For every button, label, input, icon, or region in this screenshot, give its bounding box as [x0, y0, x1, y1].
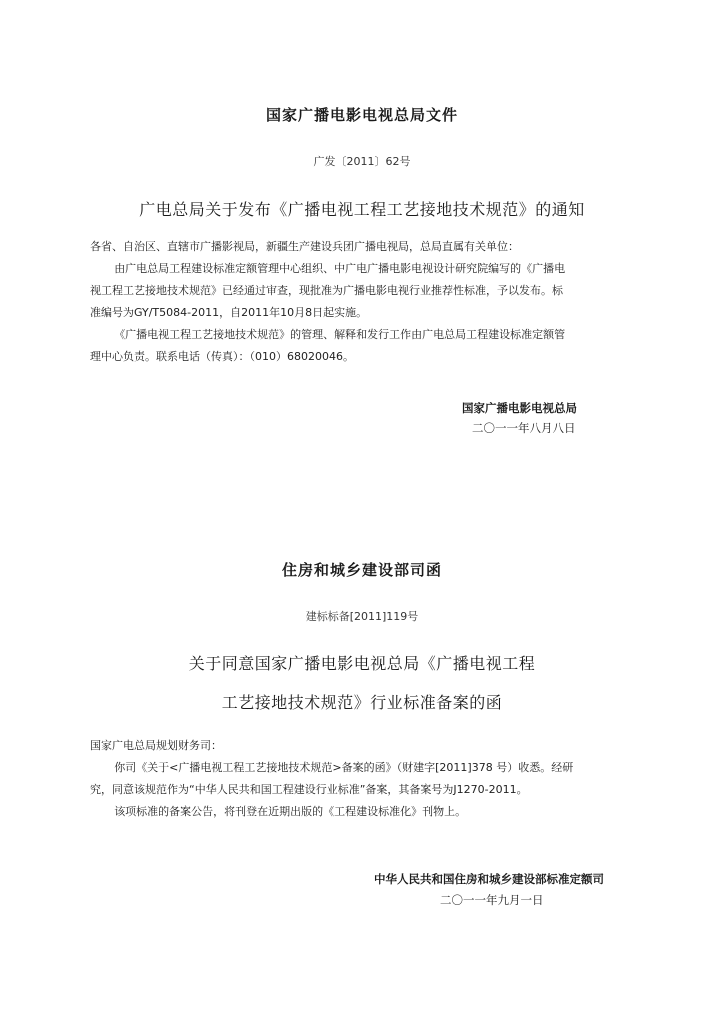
doc2-body [90, 735, 640, 823]
doc2-date: 二〇一一年九月一日 [440, 893, 544, 907]
doc1-title: 国家广播电影电视总局文件 [265, 106, 458, 124]
doc1-para2-line: 《广播电视工程工艺接地技术规范》的管理、解释和发行工作由广电总局工程建设标准定额管 [114, 328, 566, 341]
doc2-title-line2: 工艺接地技术规范》行业标准备案的函 [221, 693, 503, 712]
doc2-number: 建标标备[2011]119号 [305, 610, 419, 623]
doc1-signature: 国家广播电影电视总局 [462, 401, 577, 415]
doc1-addressee: 各省、自治区、直辖市广播影视局，新疆生产建设兵团广播电视局，总局直属有关单位： [90, 240, 519, 253]
doc1-notice-title: 广电总局关于发布《广播电视工程工艺接地技术规范》的通知 [139, 200, 585, 219]
doc2-para1-line: 你司《关于<广播电视工程工艺接地技术规范>备案的函》（财建字[2011]378 号）收悉。经研 [114, 761, 574, 774]
doc2-title: 住房和城乡建设部司函 [281, 561, 442, 579]
doc1-para1-line: 视工程工艺接地技术规范》已经通过审查，现批准为广播电影电视行业推荐性标准，予以发布。标 [90, 284, 563, 297]
doc2-title-line1: 关于同意国家广播电影电视总局《广播电视工程 [188, 654, 536, 673]
doc1-body [90, 236, 640, 368]
doc2-addressee: 国家广电总局规划财务司： [90, 739, 222, 752]
doc1-para1-line: 准编号为GY/T5084-2011，自2011年10月8日起实施。 [90, 306, 368, 319]
doc2-para1-line: 究，同意该规范作为“中华人民共和国工程建设行业标准”备案，其备案号为J1270-2011。 [90, 783, 528, 796]
doc1-para2-line: 理中心负责。联系电话（传真）：（010）68020046。 [90, 350, 354, 363]
doc1-para1-line: 由广电总局工程建设标准定额管理中心组织、中广电广播电影电视设计研究院编写的《广播电 [114, 262, 566, 275]
doc2-signature: 中华人民共和国住房和城乡建设部标准定额司 [374, 872, 604, 886]
doc1-date: 二〇一一年八月八日 [472, 421, 576, 435]
doc1-number: 广发〔2011〕62号 [313, 155, 411, 168]
doc2-para2: 该项标准的备案公告，将刊登在近期出版的《工程建设标准化》刊物上。 [114, 805, 467, 818]
